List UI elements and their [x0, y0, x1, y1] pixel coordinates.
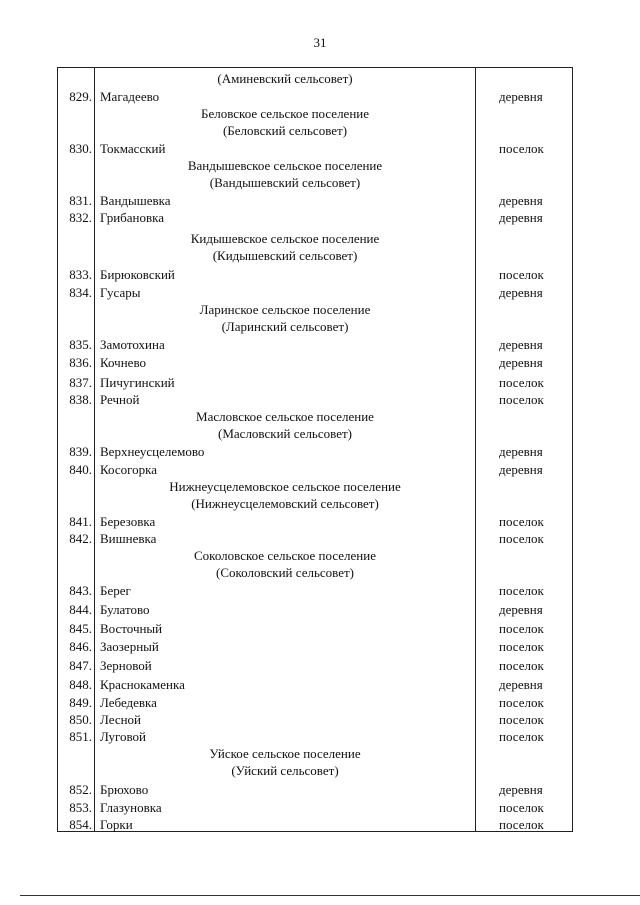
settlement-type: деревня	[499, 782, 543, 797]
council-header-subtitle: (Ларинский сельсовет)	[221, 319, 349, 334]
council-header-subtitle: (Масловский сельсовет)	[218, 426, 352, 441]
council-header-title: Масловское сельское поселение	[196, 409, 374, 424]
row-number: 843.	[69, 583, 92, 598]
row-number: 829.	[69, 89, 92, 104]
settlement-type: поселок	[499, 658, 544, 673]
council-header-title: Соколовское сельское поселение	[194, 548, 376, 563]
row-number: 849.	[69, 695, 92, 710]
settlement-type: поселок	[499, 392, 544, 407]
council-header-subtitle: (Соколовский сельсовет)	[215, 565, 354, 580]
council-header-subtitle: (Уйский сельсовет)	[231, 763, 339, 778]
settlement-type: деревня	[499, 355, 543, 370]
settlement-name: Замотохина	[100, 337, 165, 352]
row-number: 838.	[69, 392, 92, 407]
settlement-name: Глазуновка	[100, 800, 162, 815]
row-number: 851.	[69, 729, 92, 744]
settlement-name: Горки	[100, 817, 133, 832]
row-number: 839.	[69, 444, 92, 459]
row-number: 852.	[69, 782, 92, 797]
settlement-type: поселок	[499, 514, 544, 529]
row-number: 850.	[69, 712, 92, 727]
settlement-name: Берег	[100, 583, 131, 598]
footer-rule	[20, 895, 640, 896]
row-number: 830.	[69, 141, 92, 156]
settlement-type: поселок	[499, 141, 544, 156]
settlement-name: Луговой	[100, 729, 147, 744]
settlement-name: Бирюковский	[100, 267, 175, 282]
settlement-name: Пичугинский	[100, 375, 175, 390]
settlement-name: Восточный	[100, 621, 163, 636]
settlement-name: Зерновой	[100, 658, 152, 673]
row-number: 847.	[69, 658, 92, 673]
settlement-type: деревня	[499, 444, 543, 459]
type-column-divider	[475, 68, 476, 831]
settlement-register-table	[57, 67, 573, 832]
council-header-title: Кидышевское сельское поселение	[190, 231, 380, 246]
settlement-type: деревня	[499, 285, 543, 300]
settlement-type: поселок	[499, 800, 544, 815]
settlement-name: Грибановка	[100, 210, 165, 225]
settlement-type: поселок	[499, 531, 544, 546]
council-header-title: Ларинское сельское поселение	[199, 302, 371, 317]
settlement-type: поселок	[499, 267, 544, 282]
row-number: 836.	[69, 355, 92, 370]
council-header-title: (Аминевский сельсовет)	[217, 71, 353, 86]
settlement-name: Токмасский	[100, 141, 166, 156]
settlement-name: Речной	[100, 392, 140, 407]
settlement-name: Магадеево	[100, 89, 160, 104]
settlement-name: Заозерный	[100, 639, 159, 654]
council-header-title: Вандышевское сельское поселение	[187, 158, 383, 173]
row-number: 835.	[69, 337, 92, 352]
council-header-subtitle: (Вандышевский сельсовет)	[209, 175, 361, 190]
settlement-name: Верхнеусцелемово	[100, 444, 205, 459]
council-header-subtitle: (Нижнеусцелемовский сельсовет)	[191, 496, 379, 511]
settlement-name: Булатово	[100, 602, 150, 617]
settlement-type: поселок	[499, 817, 544, 832]
settlement-name: Березовка	[100, 514, 156, 529]
settlement-name: Кочнево	[100, 355, 147, 370]
row-number: 833.	[69, 267, 92, 282]
settlement-type: поселок	[499, 621, 544, 636]
row-number: 842.	[69, 531, 92, 546]
settlement-name: Краснокаменка	[100, 677, 185, 692]
settlement-type: деревня	[499, 193, 543, 208]
settlement-type: деревня	[499, 602, 543, 617]
row-number: 837.	[69, 375, 92, 390]
council-header-title: Беловское сельское поселение	[200, 106, 370, 121]
settlement-type: поселок	[499, 729, 544, 744]
settlement-name: Брюхово	[100, 782, 149, 797]
row-number: 844.	[69, 602, 92, 617]
settlement-type: поселок	[499, 695, 544, 710]
council-header-title: Нижнеусцелемовское сельское поселение	[169, 479, 401, 494]
council-header-subtitle: (Беловский сельсовет)	[222, 123, 348, 138]
page-number: 31	[313, 35, 327, 50]
row-number: 831.	[69, 193, 92, 208]
row-number: 834.	[69, 285, 92, 300]
settlement-type: деревня	[499, 210, 543, 225]
settlement-name: Лесной	[100, 712, 142, 727]
row-number: 841.	[69, 514, 92, 529]
row-number: 848.	[69, 677, 92, 692]
row-number: 846.	[69, 639, 92, 654]
council-header-subtitle: (Кидышевский сельсовет)	[212, 248, 358, 263]
settlement-type: деревня	[499, 89, 543, 104]
settlement-name: Косогорка	[100, 462, 158, 477]
settlement-type: поселок	[499, 375, 544, 390]
settlement-type: деревня	[499, 677, 543, 692]
row-number: 845.	[69, 621, 92, 636]
row-number: 853.	[69, 800, 92, 815]
settlement-name: Гусары	[100, 285, 141, 300]
council-header-title: Уйское сельское поселение	[209, 746, 361, 761]
settlement-type: поселок	[499, 639, 544, 654]
settlement-type: деревня	[499, 462, 543, 477]
settlement-type: деревня	[499, 337, 543, 352]
row-number: 854.	[69, 817, 92, 832]
row-number: 832.	[69, 210, 92, 225]
row-number: 840.	[69, 462, 92, 477]
settlement-type: поселок	[499, 712, 544, 727]
settlement-name: Лебедевка	[100, 695, 157, 710]
settlement-type: поселок	[499, 583, 544, 598]
settlement-name: Вишневка	[100, 531, 157, 546]
settlement-name: Вандышевка	[100, 193, 171, 208]
